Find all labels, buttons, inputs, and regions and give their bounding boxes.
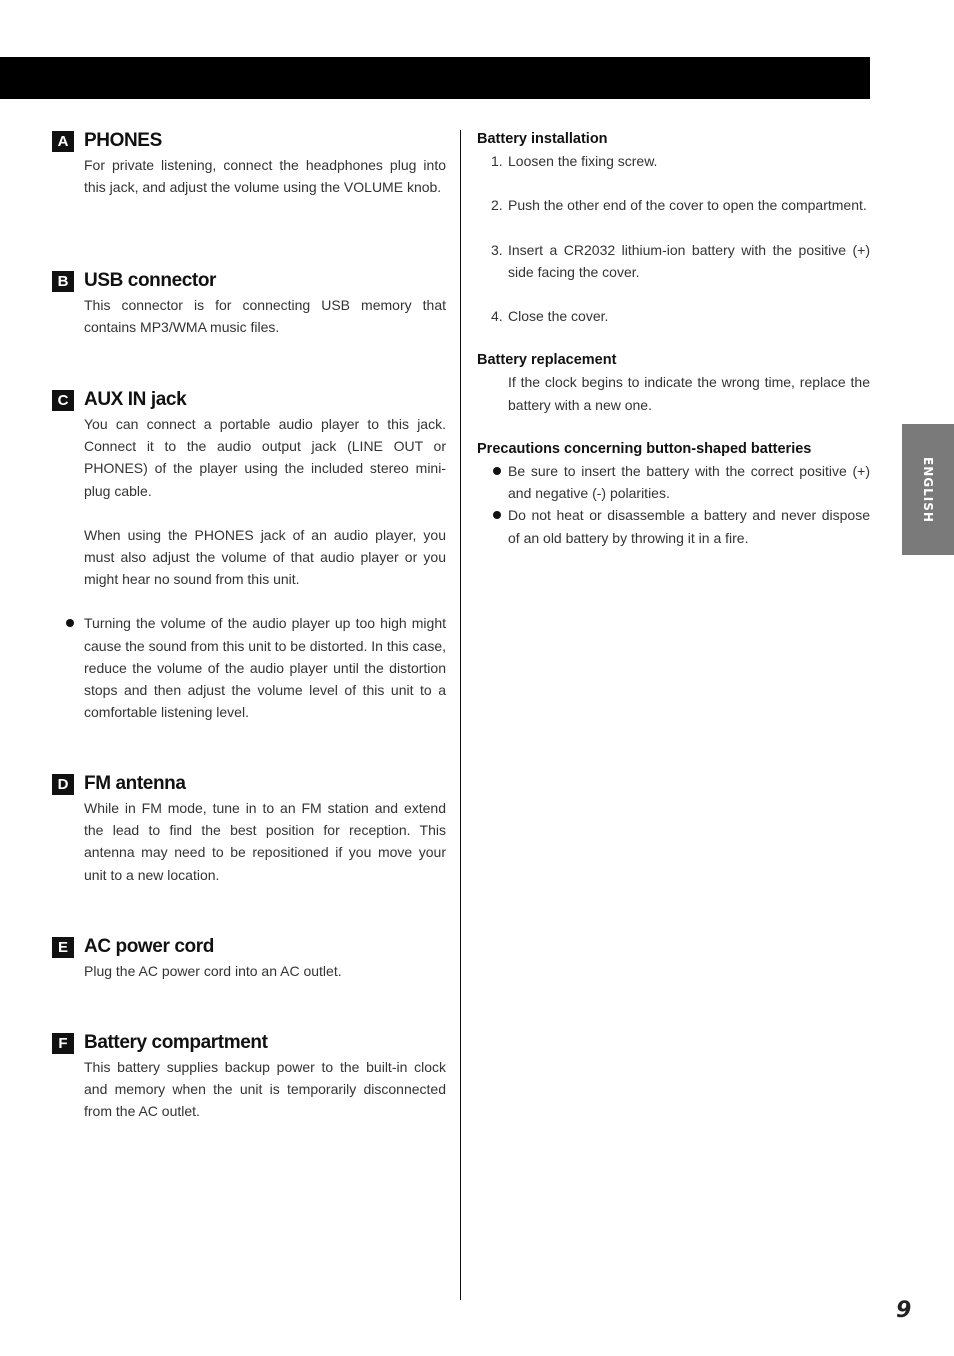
section-aux-in-jack — [52, 389, 446, 723]
installation-steps — [477, 150, 870, 327]
step-number: 4. — [491, 308, 503, 325]
section-title: Battery compartment — [84, 1032, 268, 1053]
section-title: FM antenna — [84, 773, 186, 794]
section-ac-power-cord — [52, 936, 446, 982]
step-text: Close the cover. — [508, 308, 609, 325]
list-item — [477, 194, 870, 216]
section-paragraph: This connector is for connecting USB memory that contains MP3/WMA music files. — [84, 297, 446, 336]
language-tab-label: ENGLISH — [921, 456, 935, 523]
section-letter: C — [52, 390, 74, 411]
section-paragraph: While in FM mode, tune in to an FM station and extend the lead to find the best position for reception. This antenna may need to be repositioned if you move your unit to a new location. — [84, 800, 446, 883]
list-item — [477, 305, 870, 327]
section-title: AC power cord — [84, 936, 214, 957]
step-text: Insert a CR2032 lithium-ion battery with the positive (+) side facing the cover. — [508, 241, 870, 280]
precaution-text: Be sure to insert the battery with the correct positive (+) and negative (-) polarities. — [508, 463, 870, 502]
precautions-title: Precautions concerning button-shaped batteries — [477, 440, 812, 457]
battery-replacement-title: Battery replacement — [477, 352, 617, 369]
bullet-icon — [66, 619, 74, 627]
section-title: PHONES — [84, 130, 162, 151]
section-paragraph: For private listening, connect the headphones plug into this jack, and adjust the volume using the VOLUME knob. — [84, 157, 446, 196]
section-phones — [52, 130, 446, 198]
list-item — [477, 504, 870, 548]
section-letter: B — [52, 271, 74, 292]
column-divider — [460, 130, 461, 1300]
step-text: Loosen the fixing screw. — [508, 153, 658, 170]
right-column — [477, 128, 870, 549]
note-bullet — [84, 612, 446, 723]
step-number: 1. — [491, 153, 503, 170]
section-letter: A — [52, 131, 74, 152]
section-title: AUX IN jack — [84, 389, 187, 410]
step-number: 2. — [491, 197, 503, 214]
section-paragraph: You can connect a portable audio player to this jack. Connect it to the audio output jack (LINE OUT or PHONES) of the player using the included stereo mini-plug cable. — [84, 416, 446, 499]
header-bar — [0, 57, 870, 99]
precaution-text: Do not heat or disassemble a battery and never dispose of an old battery by throwing it in a fire. — [508, 507, 870, 546]
language-tab — [902, 424, 954, 555]
list-item — [477, 150, 870, 172]
page-number: 9 — [896, 1298, 912, 1323]
battery-replacement-text: If the clock begins to indicate the wrong time, replace the battery with a new one. — [508, 374, 870, 413]
section-paragraph: When using the PHONES jack of an audio player, you must also adjust the volume of that audio player or you might hear no sound from this unit. — [84, 526, 446, 588]
step-number: 3. — [491, 241, 503, 258]
list-item — [477, 460, 870, 504]
section-fm-antenna — [52, 773, 446, 886]
section-letter: F — [52, 1033, 74, 1054]
section-letter: E — [52, 937, 74, 958]
bullet-text: Turning the volume of the audio player up too high might cause the sound from this unit to be distorted. In this case, reduce the volume of the audio player until the distortion stops and then adjust the volume level of this unit to a comfortable listening level. — [84, 615, 446, 721]
section-paragraph: Plug the AC power cord into an AC outlet. — [84, 963, 342, 979]
battery-installation-title: Battery installation — [477, 131, 608, 147]
section-paragraph: This battery supplies backup power to the built-in clock and memory when the unit is temporarily disconnected from the AC outlet. — [84, 1059, 446, 1120]
bullet-icon — [493, 511, 501, 519]
section-battery-compartment — [52, 1032, 446, 1123]
bullet-icon — [493, 467, 501, 475]
step-text: Push the other end of the cover to open the compartment. — [508, 197, 867, 214]
list-item — [477, 239, 870, 283]
section-letter: D — [52, 774, 74, 795]
section-title: USB connector — [84, 270, 217, 291]
section-usb-connector — [52, 270, 446, 338]
